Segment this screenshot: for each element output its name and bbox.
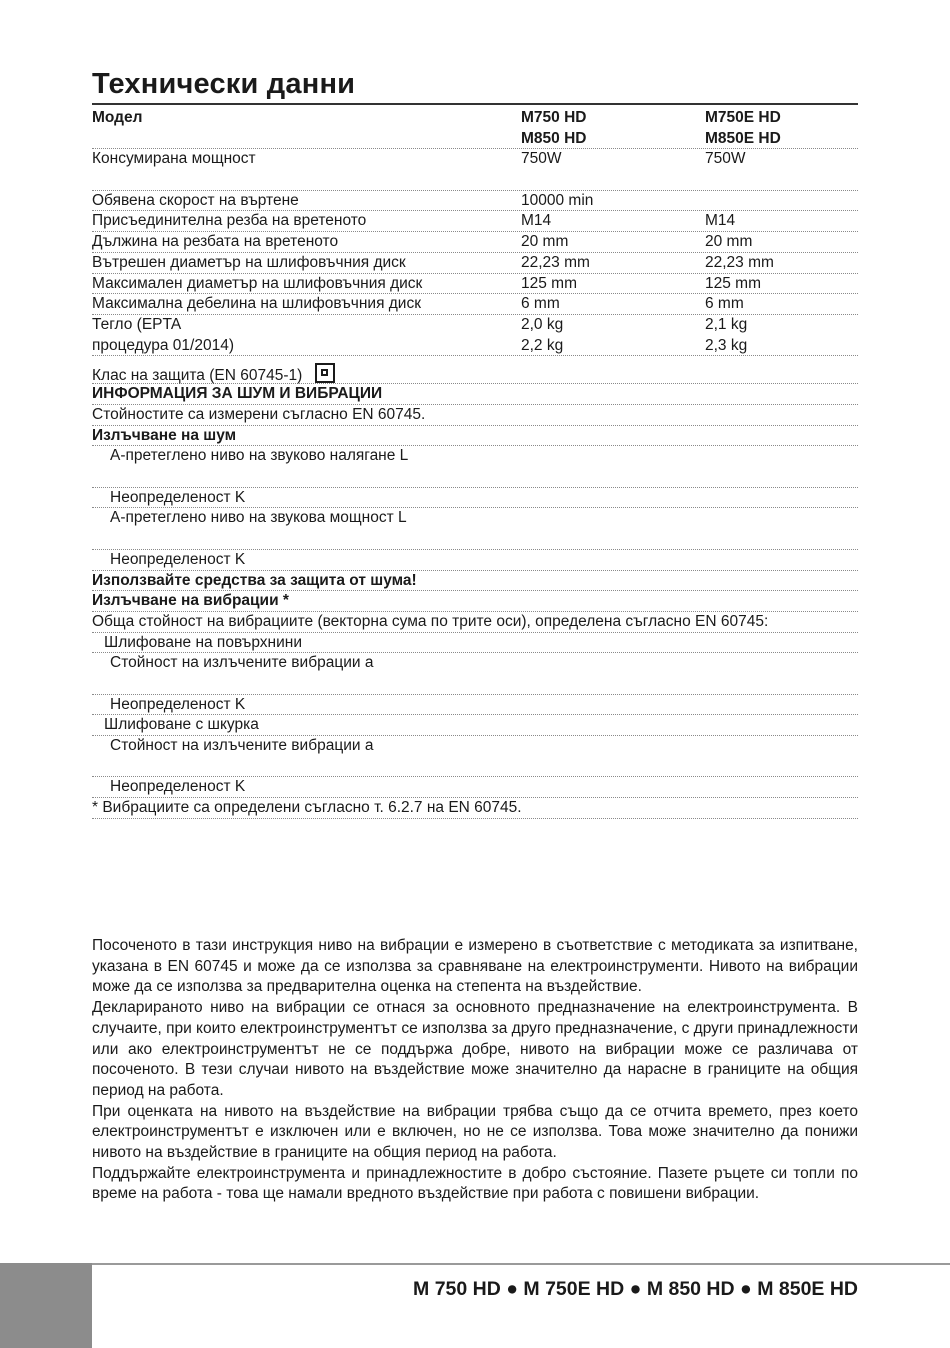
table-row-uncertainty-3 [92, 695, 858, 716]
table-row-measured [92, 405, 858, 426]
max-diameter-value-1: 125 mm [521, 274, 577, 292]
protection-cell [92, 363, 858, 383]
table-row-noise-header [92, 384, 858, 405]
spec-table [92, 108, 858, 819]
table-row-vibration-emission [92, 591, 858, 612]
thread-length-value-1: 20 mm [521, 233, 569, 251]
thread-value-1: M14 [521, 212, 552, 230]
weight-label-line2: процедура 01/2014) [92, 336, 234, 354]
vibration-value-label-1: Стойност на излъчените вибрации a [110, 654, 374, 672]
measured-text: Стойностите са измерени съгласно EN 60745. [92, 405, 426, 423]
table-row-sanding [92, 715, 858, 736]
table-row-noise-emission [92, 426, 858, 447]
table-row-vibration-total [92, 612, 858, 633]
footer-divider [92, 1263, 950, 1265]
inner-diameter-value-1: 22,23 mm [521, 253, 590, 271]
vibration-emission-label: Излъчване на вибрации * [92, 592, 289, 610]
title-divider [92, 103, 858, 105]
max-thickness-value-2: 6 mm [705, 295, 744, 313]
power-label: Консумирана мощност [92, 150, 256, 168]
noise-header: ИНФОРМАЦИЯ ЗА ШУМ И ВИБРАЦИИ [92, 385, 383, 403]
model-col3-line2: M850E HD [705, 129, 781, 147]
speed-value-1: 10000 min [521, 191, 594, 209]
protect-hearing-text: Използвайте средства за защита от шума! [92, 571, 417, 589]
uncertainty-label-3: Неопределеност K [110, 695, 246, 713]
a-power-label: A-претеглено ниво на звукова мощност L [110, 509, 407, 527]
table-row-surface-grinding [92, 633, 858, 654]
max-thickness-label: Максимална дебелина на шлифовъчния диск [92, 295, 421, 313]
speed-label: Обявена скорост на въртене [92, 191, 299, 209]
paragraph-3: При оценката на нивото на въздействие на вибрации трябва също да се отчита времето, през което електроинструментът е изключен или е включен, но не се използва. Това може значително да понижи нивото на въздействие в границите на общия период на работа. [92, 1102, 858, 1162]
max-diameter-label: Максимален диаметър на шлифовъчния диск [92, 274, 423, 292]
paragraph-1: Посоченото в тази инструкция ниво на вибрации е измерено в съответствие с методиката за изпитване, указана в EN 60745 и може да се използва за сравняване на електроинструменти. Нивото на вибрации може да се използва за предварителна оценка на степента на въздействие. [92, 937, 858, 996]
thread-length-value-2: 20 mm [705, 233, 753, 251]
weight-col3 [705, 315, 858, 355]
uncertainty-label-4: Неопределеност K [110, 778, 246, 796]
weight-label [92, 315, 521, 355]
weight-value-2a: 2,1 kg [705, 315, 748, 333]
table-row-uncertainty-4 [92, 777, 858, 798]
vibration-total-text: Обща стойност на вибрациите (векторна сума по трите оси), определена съгласно EN 60745: [92, 612, 769, 630]
table-row-max-diameter [92, 274, 858, 295]
weight-col2 [521, 315, 705, 355]
table-row-uncertainty-2 [92, 550, 858, 571]
vibration-notes [92, 936, 858, 1205]
double-insulation-icon [315, 363, 335, 383]
uncertainty-label-1: Неопределеност K [110, 488, 246, 506]
model-col3-line1: M750E HD [705, 109, 781, 126]
footer-page-tab [0, 1263, 92, 1348]
noise-emission-label: Излъчване на шум [92, 426, 237, 444]
weight-value-1a: 2,0 kg [521, 315, 564, 333]
max-diameter-value-2: 125 mm [705, 274, 761, 292]
table-row-vibration-value-2 [92, 736, 858, 777]
sanding-label: Шлифоване с шкурка [104, 716, 259, 734]
model-col2-line2: M850 HD [521, 129, 587, 147]
table-row-model [92, 108, 858, 149]
table-row-inner-diameter [92, 253, 858, 274]
table-row-uncertainty-1 [92, 488, 858, 509]
thread-length-label: Дължина на резбата на вретеното [92, 233, 339, 251]
table-row-speed [92, 191, 858, 212]
power-value-2: 750W [705, 150, 746, 168]
table-row-protect-hearing [92, 571, 858, 592]
table-row-a-pressure [92, 446, 858, 487]
table-row-thread [92, 211, 858, 232]
table-row-protection [92, 356, 858, 384]
table-row-a-power [92, 508, 858, 549]
vibration-value-label-2: Стойност на излъчените вибрации a [110, 737, 374, 755]
model-col2 [521, 108, 705, 148]
table-row-thread-length [92, 232, 858, 253]
table-row-max-thickness [92, 294, 858, 315]
paragraph-4: Поддържайте електроинструмента и принадлежностите в добро състояние. Пазете ръцете си топли по време на работа - това ще намали вредното въздействие при работа с повишени вибрации. [92, 1164, 858, 1203]
table-row-power [92, 149, 858, 190]
thread-label: Присъединителна резба на вретеното [92, 212, 367, 230]
model-col2-line1: M750 HD [521, 109, 587, 126]
table-row-vibration-value-1 [92, 653, 858, 694]
inner-diameter-value-2: 22,23 mm [705, 253, 774, 271]
footer-models: M 750 HD ● M 750E HD ● M 850 HD ● M 850E HD [413, 1278, 858, 1300]
a-pressure-label: A-претеглено ниво на звуково налягане L [110, 447, 409, 465]
weight-value-1b: 2,2 kg [521, 336, 564, 354]
surface-grinding-label: Шлифоване на повърхнини [104, 633, 302, 651]
speed-value-2 [705, 191, 858, 211]
page-title: Технически данни [92, 68, 356, 100]
thread-value-2: M14 [705, 212, 736, 230]
max-thickness-value-1: 6 mm [521, 295, 560, 313]
model-col3 [705, 108, 858, 148]
paragraph-2: Декларираното ниво на вибрации се отнася за основното предназначение на електроинструмента. В случаите, при които електроинструментът се използва за друго предназначение, с други принадлежности или ако електроинструментът не се поддържа добре, нивото на вибрации може се различава от посоченото. В тези случаи нивото на въздействие може значително да нарасне в границите на общия период на работа. [92, 999, 858, 1099]
weight-value-2b: 2,3 kg [705, 336, 748, 354]
protection-label: Клас на защита (EN 60745-1) [92, 367, 303, 385]
weight-label-line1: Тегло (EPTA [92, 315, 182, 333]
footnote-text: * Вибрациите са определени съгласно т. 6.2.7 на EN 60745. [92, 799, 522, 817]
uncertainty-label-2: Неопределеност K [110, 550, 246, 568]
model-label: Модел [92, 109, 143, 126]
table-row-weight [92, 315, 858, 356]
power-value-1: 750W [521, 150, 562, 168]
table-row-footnote [92, 798, 858, 819]
inner-diameter-label: Вътрешен диаметър на шлифовъчния диск [92, 253, 406, 271]
